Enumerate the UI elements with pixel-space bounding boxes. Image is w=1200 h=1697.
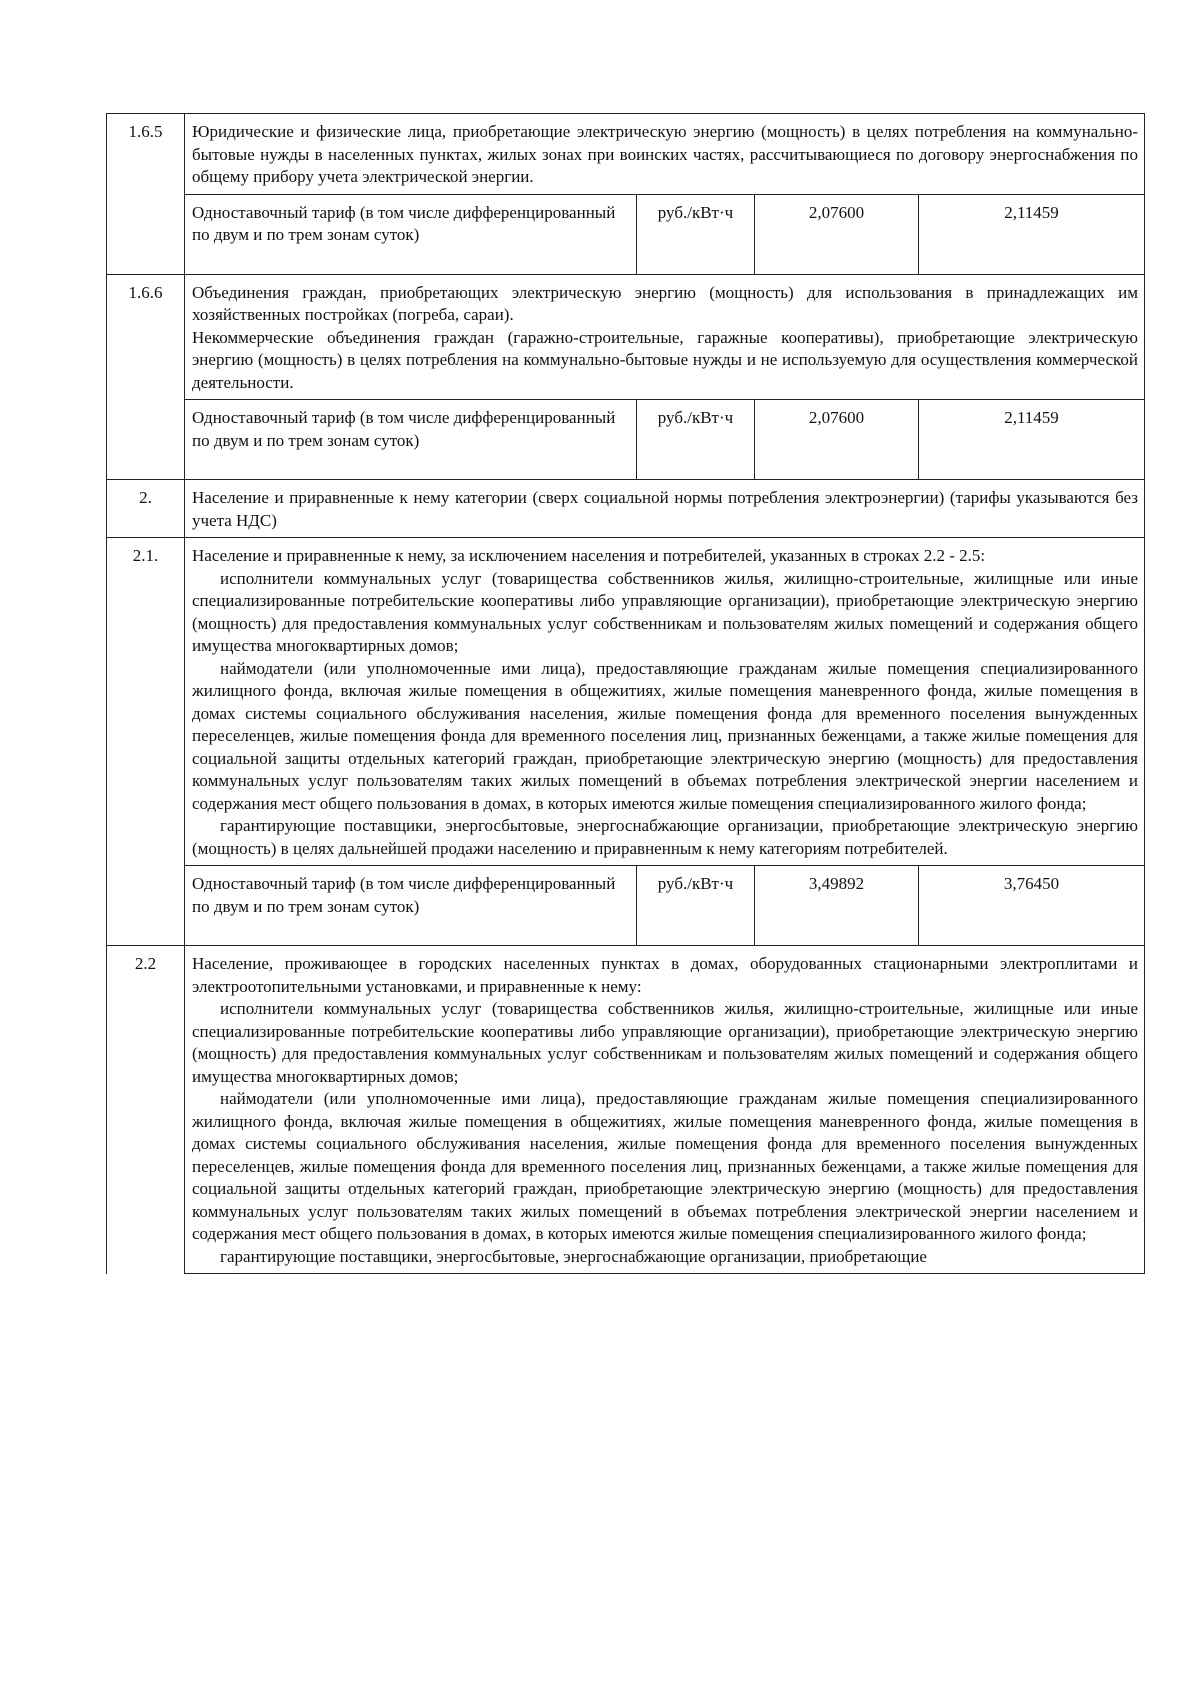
row-description bbox=[185, 480, 1145, 538]
tariff-value-first-half: 2,07600 bbox=[755, 400, 919, 480]
row-description bbox=[185, 946, 1145, 1274]
tariff-unit: руб./кВт·ч bbox=[637, 400, 755, 480]
tariff-name: Одноставочный тариф (в том числе дифференцированный по двум и по трем зонам суток) bbox=[185, 400, 637, 480]
tariff-name: Одноставочный тариф (в том числе дифференцированный по двум и по трем зонам суток) bbox=[185, 194, 637, 274]
description-paragraph: исполнители коммунальных услуг (товарищества собственников жилья, жилищно-строительные, жилищные или иные специализированные потребительские кооперативы либо управляющие организации), приобретающие электрическую энергию (мощность) для предоставления коммунальных услуг собственникам и пользователям жилых помещений и содержания общего имущества многоквартирных домов; bbox=[192, 568, 1138, 655]
table-row bbox=[107, 538, 1145, 866]
tariff-table bbox=[106, 113, 1145, 1274]
tariff-unit: руб./кВт·ч bbox=[637, 194, 755, 274]
tariff-name: Одноставочный тариф (в том числе дифференцированный по двум и по трем зонам суток) bbox=[185, 866, 637, 946]
tariff-value-first-half: 2,07600 bbox=[755, 194, 919, 274]
description-paragraph: Население и приравненные к нему, за исключением населения и потребителей, указанных в строках 2.2 - 2.5: bbox=[192, 546, 986, 565]
description-paragraph: Население и приравненные к нему категории (сверх социальной нормы потребления электроэнергии) (тарифы указываются без учета НДС) bbox=[192, 488, 1138, 530]
tariff-row bbox=[107, 866, 1145, 946]
row-description bbox=[185, 274, 1145, 400]
tariff-value-second-half: 2,11459 bbox=[919, 400, 1145, 480]
tariff-row bbox=[107, 400, 1145, 480]
tariff-value-second-half: 2,11459 bbox=[919, 194, 1145, 274]
document-page bbox=[106, 113, 1145, 1274]
description-paragraph: Население, проживающее в городских населенных пунктах в домах, оборудованных стационарными электроплитами и электроотопительными установками, и приравненные к нему: bbox=[192, 954, 1138, 996]
description-paragraph: гарантирующие поставщики, энергосбытовые, энергоснабжающие организации, приобретающие bbox=[220, 1246, 927, 1266]
description-paragraph: наймодатели (или уполномоченные ими лица), предоставляющие гражданам жилые помещения специализированного жилищного фонда, включая жилые помещения в общежитиях, жилые помещения маневренного фонда, жилые помещения в домах системы социального обслуживания населения, жилые помещения фонда для временного поселения вынужденных переселенцев, жилые помещения фонда для временного поселения лиц, признанных беженцами, а также жилые помещения для социальной защиты отдельных категорий граждан, приобретающие электрическую энергию (мощность) для предоставления коммунальных услуг пользователям таких жилых помещений в объемах потребления электрической энергии населением и содержания мест общего пользования в домах, в которых имеются жилые помещения специализированного жилого фонда; bbox=[192, 658, 1138, 813]
description-paragraph: наймодатели (или уполномоченные ими лица), предоставляющие гражданам жилые помещения специализированного жилищного фонда, включая жилые помещения в общежитиях, жилые помещения маневренного фонда, жилые помещения в домах системы социального обслуживания населения, жилые помещения фонда для временного поселения вынужденных переселенцев, жилые помещения фонда для временного поселения лиц, признанных беженцами, а также жилые помещения для социальной защиты отдельных категорий граждан, приобретающие электрическую энергию (мощность) для предоставления коммунальных услуг пользователям таких жилых помещений в объемах потребления электрической энергии населением и содержания мест общего пользования в домах, в которых имеются жилые помещения специализированного жилого фонда; bbox=[192, 1089, 1138, 1243]
row-number: 2.1. bbox=[107, 538, 185, 946]
table-row bbox=[107, 114, 1145, 195]
row-number: 2. bbox=[107, 480, 185, 538]
table-row bbox=[107, 274, 1145, 400]
row-number: 1.6.6 bbox=[107, 274, 185, 480]
table-row bbox=[107, 480, 1145, 538]
row-description bbox=[185, 114, 1145, 195]
tariff-value-second-half: 3,76450 bbox=[919, 866, 1145, 946]
row-description bbox=[185, 538, 1145, 866]
table-row bbox=[107, 946, 1145, 1274]
tariff-value-first-half: 3,49892 bbox=[755, 866, 919, 946]
row-number: 1.6.5 bbox=[107, 114, 185, 275]
tariff-unit: руб./кВт·ч bbox=[637, 866, 755, 946]
description-paragraph: Юридические и физические лица, приобретающие электрическую энергию (мощность) в целях потребления на коммунально-бытовые нужды в населенных пунктах, жилых зонах при воинских частях, рассчитывающиеся по договору энергоснабжения по общему прибору учета электрической энергии. bbox=[192, 122, 1138, 186]
description-paragraph: Объединения граждан, приобретающих электрическую энергию (мощность) для использования в принадлежащих им хозяйственных постройках (погреба, сараи). bbox=[192, 282, 1138, 324]
row-number: 2.2 bbox=[107, 946, 185, 1274]
tariff-row bbox=[107, 194, 1145, 274]
description-paragraph: Некоммерческие объединения граждан (гаражно-строительные, гаражные кооперативы), приобретающие электрическую энергию (мощность) в целях потребления на коммунально-бытовые нужды и не используемую для осуществления коммерческой деятельности. bbox=[192, 327, 1138, 392]
description-paragraph: исполнители коммунальных услуг (товарищества собственников жилья, жилищно-строительные, жилищные или иные специализированные потребительские кооперативы либо управляющие организации), приобретающие электрическую энергию (мощность) для предоставления коммунальных услуг собственникам и пользователям жилых помещений и содержания общего имущества многоквартирных домов; bbox=[192, 999, 1138, 1086]
description-paragraph: гарантирующие поставщики, энергосбытовые, энергоснабжающие организации, приобретающие электрическую энергию (мощность) в целях дальнейшей продажи населению и приравненным к нему категориям потребителей. bbox=[192, 816, 1138, 858]
